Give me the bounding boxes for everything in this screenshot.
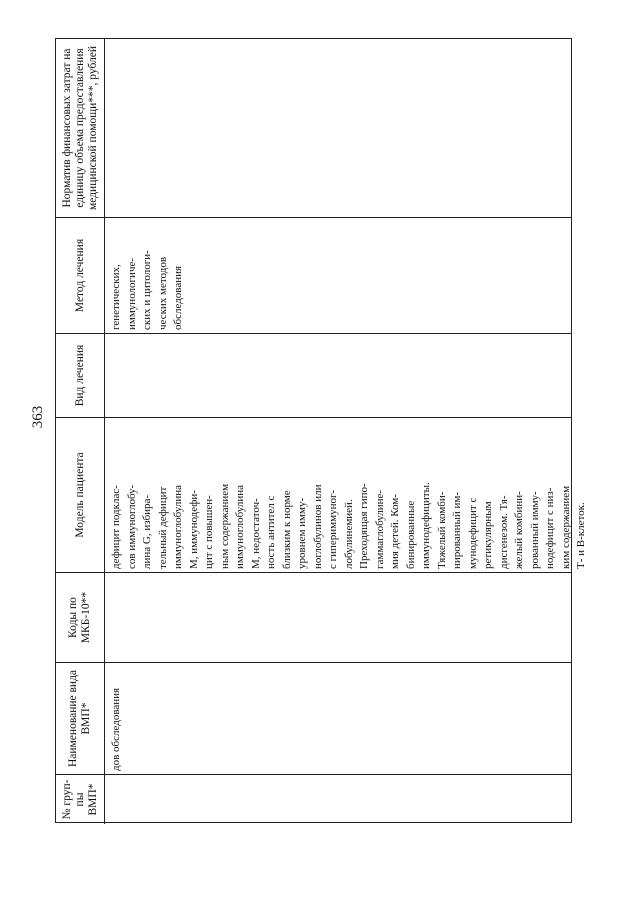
cell-treatment-method xyxy=(105,217,571,333)
cell-group-number xyxy=(105,774,571,824)
patient-model-line: лобулинемией. xyxy=(342,499,355,569)
patient-model-line: дисгенезом. Тя- xyxy=(497,495,510,569)
patient-model-line: желый комбини- xyxy=(513,491,525,569)
rotated-table-content xyxy=(56,39,587,824)
patient-model-line: мия детей. Ком- xyxy=(389,494,401,569)
medical-care-table xyxy=(55,38,587,823)
table-header-row xyxy=(56,39,105,824)
patient-model-line: мунодефицит с xyxy=(466,497,479,569)
header-cost-norm: Норматив финансовых затрат на единицу объема предоставления медицинской помощи***, рублей xyxy=(60,45,99,211)
treatment-method-line: обследования xyxy=(172,265,184,330)
treatment-method-line: ских и цитологи- xyxy=(141,250,153,330)
patient-model-line: Т- и В-клеток. xyxy=(575,502,587,569)
patient-model-line: Преходящая гипо- xyxy=(358,483,370,569)
patient-model-line: ность антител с xyxy=(265,495,277,569)
patient-model-line: М, иммунодефи- xyxy=(187,490,200,569)
patient-model-line: ретикулярным xyxy=(482,501,494,569)
patient-model-line: иммуноглобулина xyxy=(172,485,184,569)
table-row xyxy=(105,39,587,824)
header-treatment-method: Метод лечения xyxy=(56,217,104,333)
treatment-method-line: генетических, xyxy=(110,264,122,330)
cell-patient-model xyxy=(105,417,587,572)
patient-model-line: близким к норме xyxy=(280,490,293,569)
patient-model-line: М, недостаточ- xyxy=(249,498,262,569)
header-patient-model: Модель пациента xyxy=(56,417,104,572)
cell-cost-norm xyxy=(105,39,571,217)
patient-model-line: с гипериммуног- xyxy=(327,489,339,569)
header-vmp-name: Наименование вида ВМП* xyxy=(56,662,104,774)
header-treatment-type: Вид лечения xyxy=(56,333,104,417)
patient-model-line: тельный дефицит xyxy=(156,486,169,569)
patient-model-line: гаммаглобулине- xyxy=(373,489,386,569)
page-number: 363 xyxy=(30,405,46,429)
patient-model-line: сов иммуноглобу- xyxy=(125,484,138,569)
patient-model-line: уровнем имму- xyxy=(296,497,308,569)
patient-model-line: Тяжелый комби- xyxy=(435,491,448,569)
patient-model-line: ным содержанием xyxy=(218,483,231,569)
cell-icd-codes xyxy=(105,572,571,662)
patient-model-line: рованный имму- xyxy=(528,491,541,569)
header-group-number: № груп-пы ВМП* xyxy=(56,774,104,824)
patient-model-line: дефицит подклас- xyxy=(110,485,122,569)
patient-model-line: ким содержанием xyxy=(559,485,572,569)
treatment-method-line: ческих методов xyxy=(156,256,169,330)
patient-model-line: цит с повышен- xyxy=(203,495,215,569)
treatment-method-line: иммунологиче- xyxy=(125,257,138,330)
header-icd-codes: Коды по МКБ-10** xyxy=(56,572,104,662)
cell-treatment-type xyxy=(105,333,571,417)
patient-model-line: иммуноглобулина xyxy=(234,485,246,569)
patient-model-line: лина G, избира- xyxy=(141,494,153,569)
patient-model-line: иммунодефициты. xyxy=(420,482,432,569)
cell-vmp-name: дов обследования xyxy=(105,662,571,774)
patient-model-line: нированный им- xyxy=(451,491,463,569)
patient-model-line: бинированные xyxy=(404,500,417,569)
patient-model-line: нодефицит с низ- xyxy=(544,487,556,569)
patient-model-line: ноглобулинов или xyxy=(311,484,324,569)
